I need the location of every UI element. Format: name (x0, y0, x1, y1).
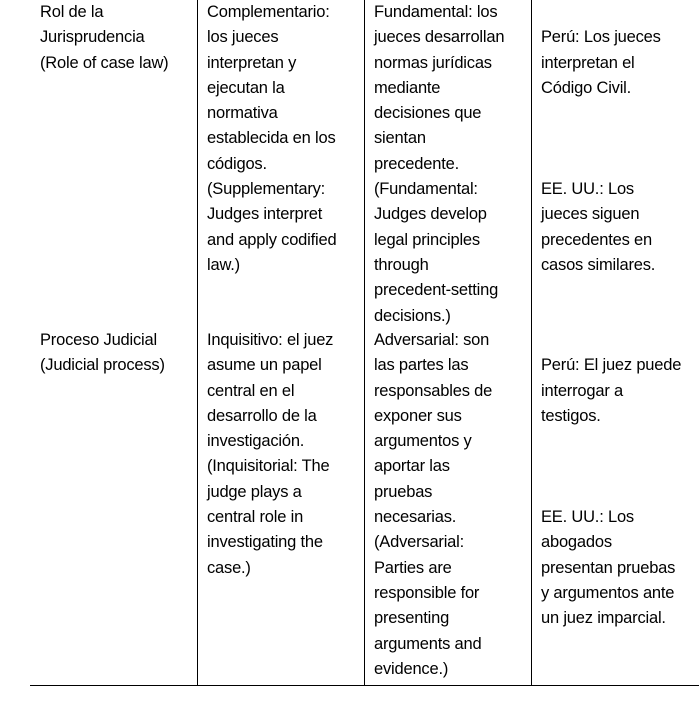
comparison-table (30, 0, 699, 686)
example-peru: Perú: El juez puede interrogar a testigos. (541, 356, 682, 425)
row-case-law-peru: Complementario: los jueces interpretan y ejecutan la normativa establecida en los códigos. (Supplementary: Judges interpret and apply codified law.) (207, 3, 337, 274)
example-us: EE. UU.: Los abogados presentan pruebas y argumentos ante un juez imparcial. (541, 508, 676, 628)
row-judicial-process-us: Adversarial: son las partes las responsables de exponer sus argumentos y aportar las pruebas necesarias. (Adversarial: Parties are responsible for presenting arguments and evidence.) (374, 331, 493, 678)
column-divider (197, 0, 198, 686)
table-bottom-border (30, 685, 699, 686)
row-case-law-us: Fundamental: los jueces desarrollan normas jurídicas mediante decisiones que sientan precedente. (Fundamental: Judges develop legal principles through precedent-setting decisions.) (374, 3, 505, 325)
row-judicial-process-peru: Inquisitivo: el juez asume un papel central en el desarrollo de la investigación. (Inquisitorial: The judge plays a central role in investigating the case.) (207, 331, 334, 577)
row-judicial-process-aspect: Proceso Judicial (Judicial process) (40, 331, 165, 375)
row-judicial-process-examples (541, 328, 699, 657)
example-us: EE. UU.: Los jueces siguen precedentes en casos similares. (541, 180, 656, 274)
example-peru: Perú: Los jueces interpretan el Código Civil. (541, 28, 661, 97)
row-case-law-examples (541, 0, 699, 304)
row-case-law-aspect: Rol de la Jurisprudencia (Role of case law) (40, 3, 169, 72)
